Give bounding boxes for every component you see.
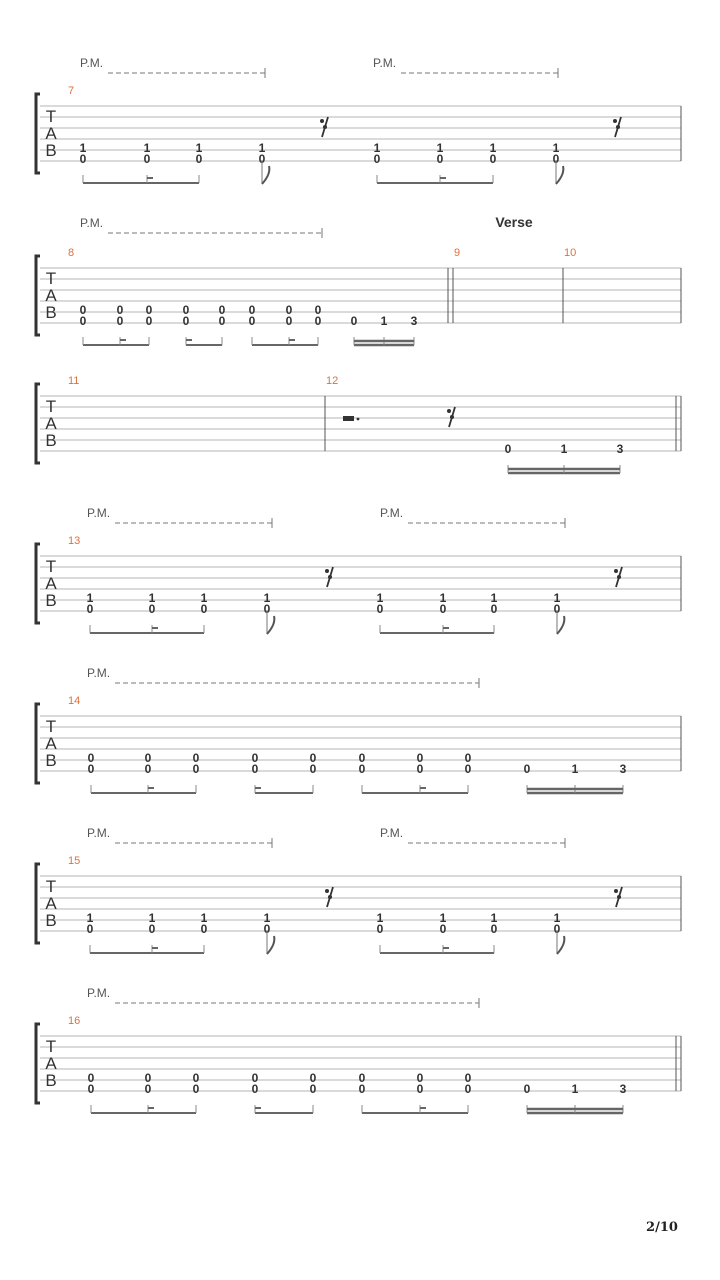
run-note: 3 <box>616 442 624 456</box>
run-note: 0 <box>523 762 531 776</box>
chord-3-upper: 1 <box>200 591 208 605</box>
chord-5-lower: 0 <box>309 762 317 776</box>
sixteenth-rest <box>614 887 622 907</box>
tab-system <box>36 375 681 473</box>
tab-letter-a: A <box>45 1054 57 1073</box>
chord-1-upper: 0 <box>87 751 95 765</box>
chord-8-lower: 0 <box>553 602 561 616</box>
chord-4-lower: 0 <box>263 602 271 616</box>
measure-number: 7 <box>68 85 75 97</box>
chord-2-upper: 0 <box>144 751 152 765</box>
tab-system <box>36 666 681 793</box>
system-bracket <box>36 544 40 623</box>
palm-mute-label: P.M. <box>87 506 111 520</box>
rest-dot <box>325 569 329 573</box>
chord-4-upper: 0 <box>251 1071 259 1085</box>
chord-3-upper: 0 <box>145 303 153 317</box>
run-note: 0 <box>523 1082 531 1096</box>
chord-2-lower: 0 <box>148 922 156 936</box>
chord-5-upper: 1 <box>376 591 384 605</box>
chord-7-upper: 1 <box>490 911 498 925</box>
chord-3-upper: 1 <box>200 911 208 925</box>
chord-7-upper: 0 <box>416 751 424 765</box>
run-note: 3 <box>619 762 627 776</box>
sixteenth-rest <box>614 567 622 587</box>
section-label: Verse <box>495 214 533 230</box>
chord-5-upper: 1 <box>373 141 381 155</box>
sixteenth-rest <box>320 117 328 137</box>
chord-1-upper: 1 <box>79 141 87 155</box>
chord-6-upper: 0 <box>358 1071 366 1085</box>
chord-3-lower: 0 <box>192 762 200 776</box>
system-bracket <box>36 864 40 943</box>
chord-1-lower: 0 <box>86 922 94 936</box>
chord-2-upper: 1 <box>143 141 151 155</box>
run-note: 0 <box>350 314 358 328</box>
tab-letter-t: T <box>45 107 57 126</box>
chord-7-lower: 0 <box>416 1082 424 1096</box>
chord-4-upper: 1 <box>258 141 266 155</box>
chord-1-upper: 0 <box>79 303 87 317</box>
chord-6-lower: 0 <box>248 314 256 328</box>
tab-letter-b: B <box>45 1071 57 1090</box>
rest-dot <box>614 889 618 893</box>
rest-dot <box>357 418 360 421</box>
tab-letter-a: A <box>45 414 57 433</box>
chord-8-upper: 1 <box>553 591 561 605</box>
measure-number: 9 <box>454 247 461 259</box>
palm-mute-label: P.M. <box>380 506 404 520</box>
tab-system <box>36 56 681 184</box>
system-bracket <box>36 384 40 463</box>
chord-5-lower: 0 <box>373 152 381 166</box>
chord-1-upper: 1 <box>86 911 94 925</box>
chord-8-upper: 1 <box>552 141 560 155</box>
chord-4-lower: 0 <box>182 314 190 328</box>
chord-2-upper: 0 <box>116 303 124 317</box>
note-flag <box>556 166 563 184</box>
measure-number: 11 <box>68 375 80 387</box>
half-rest <box>343 416 354 421</box>
tab-letter-b: B <box>45 303 57 322</box>
chord-2-lower: 0 <box>116 314 124 328</box>
chord-4-lower: 0 <box>258 152 266 166</box>
chord-2-lower: 0 <box>144 1082 152 1096</box>
chord-6-upper: 0 <box>358 751 366 765</box>
chord-5-lower: 0 <box>376 922 384 936</box>
run-note: 1 <box>571 762 579 776</box>
tab-system <box>36 826 681 954</box>
measure-number: 12 <box>326 375 339 387</box>
sixteenth-rest <box>613 117 621 137</box>
chord-7-lower: 0 <box>489 152 497 166</box>
chord-6-upper: 1 <box>439 911 447 925</box>
chord-8-lower: 0 <box>314 314 322 328</box>
chord-7-lower: 0 <box>285 314 293 328</box>
measure-number: 13 <box>68 535 81 547</box>
chord-8-lower: 0 <box>464 1082 472 1096</box>
chord-1-lower: 0 <box>79 314 87 328</box>
tab-letter-b: B <box>45 911 57 930</box>
chord-1-lower: 0 <box>87 1082 95 1096</box>
chord-5-lower: 0 <box>376 602 384 616</box>
chord-4-lower: 0 <box>251 1082 259 1096</box>
measure-number: 10 <box>564 247 577 259</box>
chord-7-upper: 1 <box>490 591 498 605</box>
chord-6-upper: 1 <box>436 141 444 155</box>
chord-6-lower: 0 <box>358 1082 366 1096</box>
chord-7-lower: 0 <box>490 602 498 616</box>
chord-3-lower: 0 <box>145 314 153 328</box>
tab-letter-b: B <box>45 591 57 610</box>
chord-3-upper: 0 <box>192 1071 200 1085</box>
chord-8-lower: 0 <box>464 762 472 776</box>
palm-mute-label: P.M. <box>87 986 111 1000</box>
rest-dot <box>447 409 451 413</box>
tab-letter-a: A <box>45 574 57 593</box>
chord-1-upper: 1 <box>86 591 94 605</box>
chord-7-upper: 1 <box>489 141 497 155</box>
tab-letter-t: T <box>45 1037 57 1056</box>
palm-mute-label: P.M. <box>373 56 397 70</box>
chord-1-lower: 0 <box>79 152 87 166</box>
chord-6-upper: 0 <box>248 303 256 317</box>
chord-2-upper: 0 <box>144 1071 152 1085</box>
system-bracket <box>36 256 40 335</box>
chord-8-lower: 0 <box>553 922 561 936</box>
chord-4-lower: 0 <box>251 762 259 776</box>
run-note: 0 <box>504 442 512 456</box>
run-note: 3 <box>410 314 418 328</box>
chord-4-lower: 0 <box>263 922 271 936</box>
chord-3-lower: 0 <box>192 1082 200 1096</box>
note-flag <box>267 936 274 954</box>
tab-letter-b: B <box>45 141 57 160</box>
system-bracket <box>36 704 40 783</box>
sixteenth-rest <box>447 407 455 427</box>
chord-4-upper: 0 <box>182 303 190 317</box>
chord-3-lower: 0 <box>200 922 208 936</box>
tab-letter-b: B <box>45 751 57 770</box>
chord-4-upper: 1 <box>263 591 271 605</box>
measure-number: 15 <box>68 855 81 867</box>
tab-system <box>36 214 681 345</box>
tab-letter-a: A <box>45 124 57 143</box>
measure-number: 16 <box>68 1015 81 1027</box>
system-bracket <box>36 1024 40 1103</box>
chord-2-upper: 1 <box>148 591 156 605</box>
palm-mute-label: P.M. <box>87 826 111 840</box>
note-flag <box>267 616 274 634</box>
sixteenth-rest <box>325 887 333 907</box>
chord-7-upper: 0 <box>416 1071 424 1085</box>
tab-letter-a: A <box>45 894 57 913</box>
chord-3-upper: 1 <box>195 141 203 155</box>
chord-6-lower: 0 <box>439 602 447 616</box>
chord-7-lower: 0 <box>490 922 498 936</box>
chord-8-lower: 0 <box>552 152 560 166</box>
chord-6-lower: 0 <box>439 922 447 936</box>
tab-letter-a: A <box>45 286 57 305</box>
chord-6-lower: 0 <box>358 762 366 776</box>
tab-system <box>36 506 681 634</box>
chord-5-lower: 0 <box>218 314 226 328</box>
tab-letter-t: T <box>45 877 57 896</box>
measure-number: 8 <box>68 247 75 259</box>
palm-mute-label: P.M. <box>380 826 404 840</box>
run-note: 1 <box>560 442 568 456</box>
chord-5-upper: 0 <box>309 751 317 765</box>
chord-1-lower: 0 <box>87 762 95 776</box>
chord-2-lower: 0 <box>148 602 156 616</box>
page-number: 2/10 <box>646 1220 678 1235</box>
system-bracket <box>36 94 40 173</box>
chord-2-lower: 0 <box>144 762 152 776</box>
chord-7-upper: 0 <box>285 303 293 317</box>
tab-letter-t: T <box>45 269 57 288</box>
chord-8-upper: 0 <box>464 1071 472 1085</box>
run-note: 3 <box>619 1082 627 1096</box>
run-note: 1 <box>380 314 388 328</box>
chord-3-lower: 0 <box>195 152 203 166</box>
chord-5-upper: 0 <box>309 1071 317 1085</box>
rest-dot <box>614 569 618 573</box>
chord-3-upper: 0 <box>192 751 200 765</box>
chord-7-lower: 0 <box>416 762 424 776</box>
run-note: 1 <box>571 1082 579 1096</box>
rest-dot <box>325 889 329 893</box>
chord-5-upper: 0 <box>218 303 226 317</box>
sixteenth-rest <box>325 567 333 587</box>
tab-letter-a: A <box>45 734 57 753</box>
chord-3-lower: 0 <box>200 602 208 616</box>
chord-5-lower: 0 <box>309 1082 317 1096</box>
tab-system <box>36 986 681 1113</box>
tab-letter-b: B <box>45 431 57 450</box>
chord-4-upper: 1 <box>263 911 271 925</box>
chord-8-upper: 1 <box>553 911 561 925</box>
note-flag <box>262 166 269 184</box>
chord-1-lower: 0 <box>86 602 94 616</box>
tab-letter-t: T <box>45 717 57 736</box>
chord-6-lower: 0 <box>436 152 444 166</box>
chord-6-upper: 1 <box>439 591 447 605</box>
tab-letter-t: T <box>45 557 57 576</box>
chord-2-upper: 1 <box>148 911 156 925</box>
chord-4-upper: 0 <box>251 751 259 765</box>
chord-2-lower: 0 <box>143 152 151 166</box>
chord-8-upper: 0 <box>314 303 322 317</box>
rest-dot <box>613 119 617 123</box>
measure-number: 14 <box>68 695 81 707</box>
note-flag <box>557 616 564 634</box>
tab-letter-t: T <box>45 397 57 416</box>
palm-mute-label: P.M. <box>80 216 104 230</box>
note-flag <box>557 936 564 954</box>
chord-5-upper: 1 <box>376 911 384 925</box>
palm-mute-label: P.M. <box>80 56 104 70</box>
chord-8-upper: 0 <box>464 751 472 765</box>
rest-dot <box>320 119 324 123</box>
chord-1-upper: 0 <box>87 1071 95 1085</box>
palm-mute-label: P.M. <box>87 666 111 680</box>
